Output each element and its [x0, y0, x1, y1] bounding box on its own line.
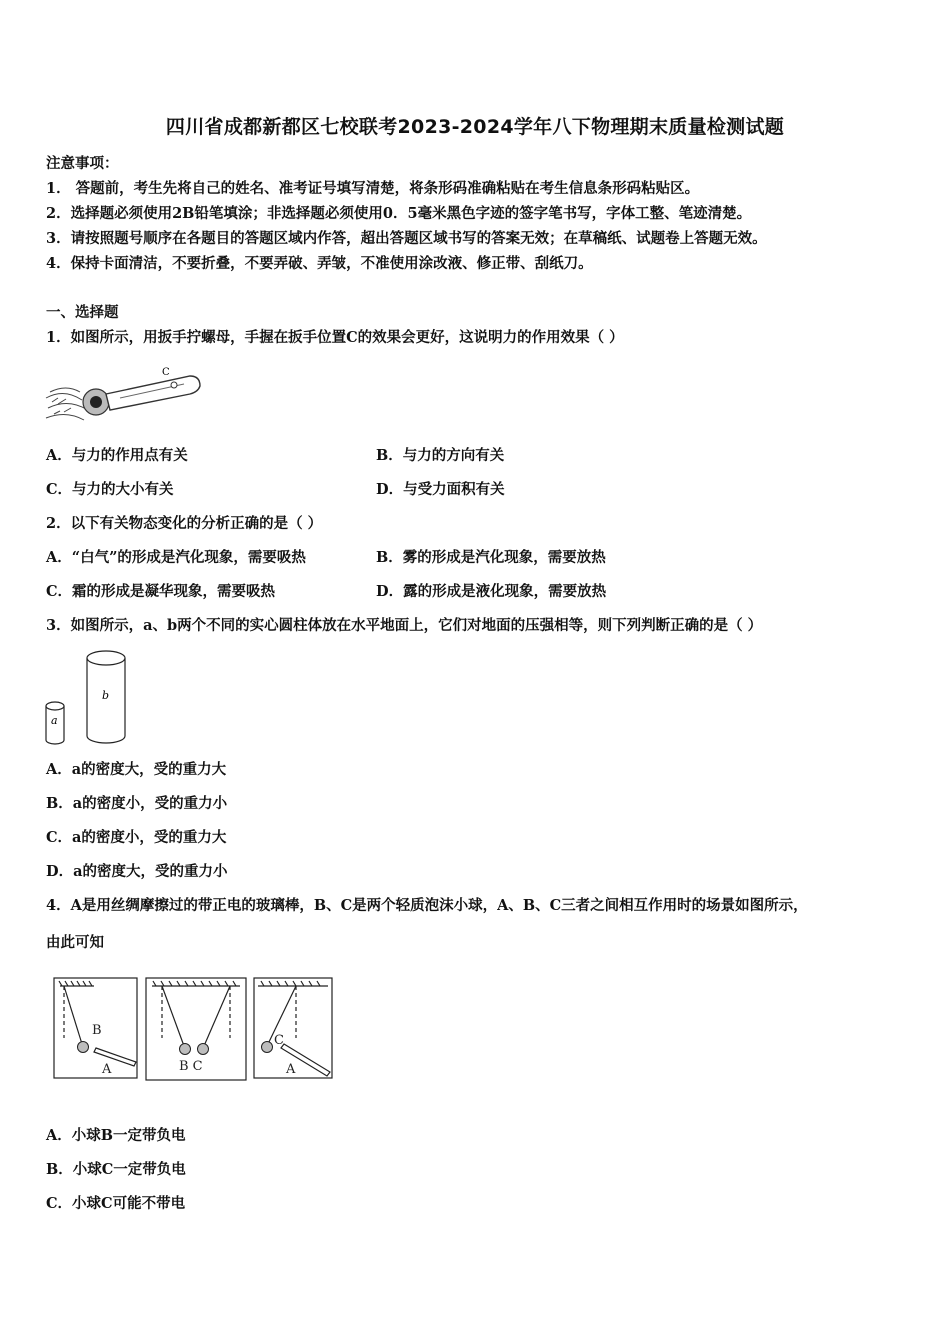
q3-option-b: B．a的密度小，受的重力小	[46, 795, 228, 812]
q2-option-d: D．露的形成是液化现象，需要放热	[376, 583, 607, 600]
q1-option-b: B．与力的方向有关	[376, 447, 505, 464]
fig2-ball-labels: B C	[179, 1059, 203, 1074]
q2-stem: 2．以下有关物态变化的分析正确的是（ ）	[46, 515, 323, 532]
q3-stem: 3．如图所示，a、b两个不同的实心圆柱体放在水平地面上，它们对地面的压强相等，则下列判断正确的是（ ）	[46, 617, 763, 634]
q4-stem-line1: 4．A是用丝绸摩擦过的带正电的玻璃棒，B、C是两个轻质泡沫小球，A、B、C三者之间相互作用时的场景如图所示，	[46, 897, 808, 914]
q4-option-a: A．小球B一定带负电	[46, 1127, 186, 1144]
q2-option-b: B．雾的形成是汽化现象，需要放热	[376, 549, 606, 566]
q1-option-c: C．与力的大小有关	[46, 481, 174, 498]
q1-option-a: A．与力的作用点有关	[46, 447, 188, 464]
charges-figure	[52, 974, 342, 1084]
q4-option-c: C．小球C可能不带电	[46, 1195, 186, 1212]
cylinder-b-label: b	[102, 689, 110, 702]
fig1-ball-label: B	[92, 1023, 102, 1038]
notice-item: 2．选择题必须使用2B铅笔填涂；非选择题必须使用0．5毫米黑色字迹的签字笔书写，字体工整、笔迹清楚。	[46, 205, 752, 222]
q4-stem-line2: 由此可知	[46, 934, 104, 951]
fig3-rod-label: A	[286, 1062, 296, 1077]
fig1-rod-label: A	[102, 1062, 112, 1077]
section-heading: 一、选择题	[46, 304, 119, 321]
q2-option-a: A．“白气”的形成是汽化现象，需要吸热	[46, 549, 306, 566]
q4-option-b: B．小球C一定带负电	[46, 1161, 186, 1178]
wrench-figure	[44, 358, 204, 430]
notice-item: 3．请按照题号顺序在各题目的答题区域内作答，超出答题区域书写的答案无效；在草稿纸、试题卷上答题无效。	[46, 230, 767, 247]
q3-option-a: A．a的密度大，受的重力大	[46, 761, 227, 778]
notice-heading: 注意事项：	[46, 155, 119, 172]
q2-option-c: C．霜的形成是凝华现象，需要吸热	[46, 583, 276, 600]
q1-stem: 1．如图所示，用扳手拧螺母，手握在扳手位置C的效果会更好，这说明力的作用效果（ ）	[46, 329, 624, 346]
notice-item: 1． 答题前，考生先将自己的姓名、准考证号填写清楚，将条形码准确粘贴在考生信息条形码粘贴区。	[46, 180, 700, 197]
q3-option-d: D．a的密度大，受的重力小	[46, 863, 228, 880]
wrench-label-c: C	[162, 367, 170, 378]
q3-option-c: C．a的密度小，受的重力大	[46, 829, 227, 846]
cylinder-a-label: a	[51, 714, 58, 727]
notice-item: 4．保持卡面清洁，不要折叠，不要弄破、弄皱，不准使用涂改液、修正带、刮纸刀。	[46, 255, 593, 272]
q1-option-d: D．与受力面积有关	[376, 481, 505, 498]
cylinders-figure	[40, 644, 140, 748]
fig3-ball-label: C	[274, 1033, 284, 1048]
page-title: 四川省成都新都区七校联考2023-2024学年八下物理期末质量检测试题	[165, 116, 785, 138]
